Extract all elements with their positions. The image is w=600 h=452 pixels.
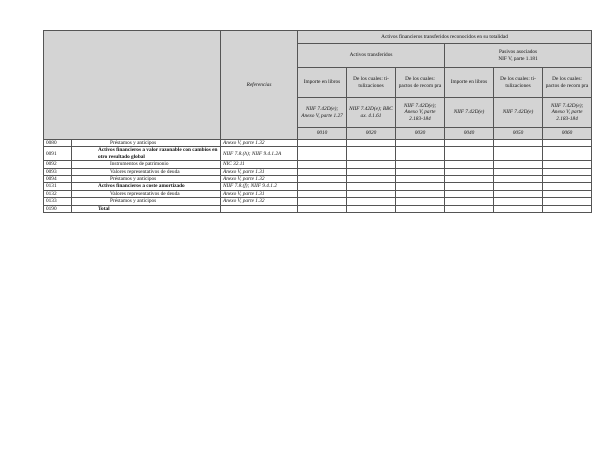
data-cell[interactable] (347, 147, 396, 161)
data-cell[interactable] (445, 140, 494, 147)
data-cell[interactable] (494, 176, 543, 183)
data-cell[interactable] (494, 190, 543, 197)
row-ref: Anexo V, parte 1.31 (221, 190, 298, 197)
row-code: 0091 (44, 147, 72, 161)
row-ref (221, 205, 298, 212)
data-cell[interactable] (543, 147, 592, 161)
data-cell[interactable] (543, 176, 592, 183)
data-cell[interactable] (298, 168, 347, 175)
table-row (44, 147, 592, 161)
data-cell[interactable] (347, 190, 396, 197)
row-ref: NIC 32.11 (221, 161, 298, 168)
group-transferidos-header: Activos transferidos (298, 44, 445, 68)
data-cell[interactable] (396, 190, 445, 197)
row-ref: Anexo V, parte 1.32 (221, 198, 298, 205)
table-row (44, 183, 592, 190)
col-code-0020: 0020 (347, 128, 396, 140)
data-cell[interactable] (347, 161, 396, 168)
data-cell[interactable] (543, 183, 592, 190)
col-label-0020: De los cuales: ti-tulizaciones (347, 68, 396, 98)
table-row (44, 190, 592, 197)
data-cell[interactable] (347, 205, 396, 212)
data-cell[interactable] (347, 176, 396, 183)
data-cell[interactable] (347, 198, 396, 205)
data-cell[interactable] (445, 205, 494, 212)
col-ref-0050: NIIF 7.42D(e) (494, 98, 543, 128)
data-cell[interactable] (445, 198, 494, 205)
col-code-0060: 0060 (543, 128, 592, 140)
col-label-0060: De los cuales: pactos de recom pra (543, 68, 592, 98)
col-code-0040: 0040 (445, 128, 494, 140)
col-code-0010: 0010 (298, 128, 347, 140)
row-ref: NIIF 7.8.(h); NIIF 9.4.1.2A (221, 147, 298, 161)
table-row (44, 140, 592, 147)
table-row (44, 168, 592, 175)
data-cell[interactable] (298, 183, 347, 190)
corner-cell (44, 31, 221, 140)
row-label: Valores representativos de deuda (72, 190, 221, 197)
data-cell[interactable] (494, 168, 543, 175)
data-cell[interactable] (494, 183, 543, 190)
row-label: Préstamos y anticipos (72, 198, 221, 205)
data-cell[interactable] (445, 176, 494, 183)
data-cell[interactable] (445, 183, 494, 190)
row-ref: NIIF 7.8.(f); NIIF 9.4.1.2 (221, 183, 298, 190)
row-code: 0092 (44, 161, 72, 168)
data-cell[interactable] (396, 198, 445, 205)
col-ref-0010: NIIF 7.42D(e); Anexo V, parte 1.27 (298, 98, 347, 128)
data-cell[interactable] (494, 205, 543, 212)
row-label: Instrumentos de patrimonio (72, 161, 221, 168)
data-cell[interactable] (298, 176, 347, 183)
row-ref: Anexo V, parte 1.32 (221, 176, 298, 183)
table-row (44, 205, 592, 212)
data-cell[interactable] (445, 168, 494, 175)
data-cell[interactable] (494, 198, 543, 205)
data-cell[interactable] (298, 198, 347, 205)
row-code: 0093 (44, 168, 72, 175)
col-ref-0060: NIIF 7.42D(e); Anexo V, parte 2.183-184 (543, 98, 592, 128)
col-label-0050: De los cuales: ti-tulizaciones (494, 68, 543, 98)
row-ref: Anexo V, parte 1.32 (221, 140, 298, 147)
row-ref: Anexo V, parte 1.31 (221, 168, 298, 175)
data-cell[interactable] (494, 161, 543, 168)
data-cell[interactable] (298, 161, 347, 168)
row-label: Total (72, 205, 221, 212)
data-cell[interactable] (543, 190, 592, 197)
col-code-0030: 0030 (396, 128, 445, 140)
group-pasivos-label: Pasivos asociados (498, 49, 538, 56)
data-cell[interactable] (347, 140, 396, 147)
group-pasivos-ref: NIF V, parte 1.181 (498, 55, 538, 62)
row-label: Activos financieros a valor razonable con cambios en otro resultado global (72, 147, 221, 161)
data-cell[interactable] (445, 147, 494, 161)
data-cell[interactable] (396, 140, 445, 147)
table-row (44, 161, 592, 168)
row-code: 0190 (44, 205, 72, 212)
data-cell[interactable] (543, 168, 592, 175)
col-label-0040: Importe en libros (445, 68, 494, 98)
data-cell[interactable] (347, 168, 396, 175)
col-label-0010: Importe en libros (298, 68, 347, 98)
row-code: 0080 (44, 140, 72, 147)
table-row (44, 198, 592, 205)
top-group-header: Activos financieros transferidos reconocidos en su totalidad (298, 31, 592, 44)
data-cell[interactable] (396, 147, 445, 161)
data-cell[interactable] (494, 147, 543, 161)
data-cell[interactable] (396, 205, 445, 212)
row-label: Activos financieros a coste amortizado (72, 183, 221, 190)
data-cell[interactable] (543, 140, 592, 147)
data-cell[interactable] (396, 183, 445, 190)
row-code: 0132 (44, 190, 72, 197)
col-label-0030: De los cuales: pactos de recom pra (396, 68, 445, 98)
references-header: Referencias (221, 31, 298, 140)
row-label: Valores representativos de deuda (72, 168, 221, 175)
row-code: 0133 (44, 198, 72, 205)
data-cell[interactable] (396, 168, 445, 175)
col-ref-0020: NIIF 7.42D(e); BBC ax. 4.1.61 (347, 98, 396, 128)
data-cell[interactable] (347, 183, 396, 190)
data-cell[interactable] (396, 161, 445, 168)
data-cell[interactable] (543, 161, 592, 168)
data-cell[interactable] (445, 190, 494, 197)
data-cell[interactable] (543, 205, 592, 212)
row-label: Préstamos y anticipos (72, 140, 221, 147)
data-cell[interactable] (298, 190, 347, 197)
data-cell[interactable] (298, 147, 347, 161)
group-pasivos-header (445, 44, 592, 68)
row-code: 0131 (44, 183, 72, 190)
col-ref-0040: NIIF 7.42D(e) (445, 98, 494, 128)
col-ref-0030: NIIF 7.42D(e); Anexo V, parte 2.183-184 (396, 98, 445, 128)
data-cell[interactable] (298, 205, 347, 212)
financial-table (43, 30, 592, 213)
col-code-0050: 0050 (494, 128, 543, 140)
table-row (44, 176, 592, 183)
row-code: 0094 (44, 176, 72, 183)
data-cell[interactable] (298, 140, 347, 147)
data-cell[interactable] (543, 198, 592, 205)
data-cell[interactable] (494, 140, 543, 147)
data-cell[interactable] (396, 176, 445, 183)
data-cell[interactable] (445, 161, 494, 168)
row-label: Préstamos y anticipos (72, 176, 221, 183)
